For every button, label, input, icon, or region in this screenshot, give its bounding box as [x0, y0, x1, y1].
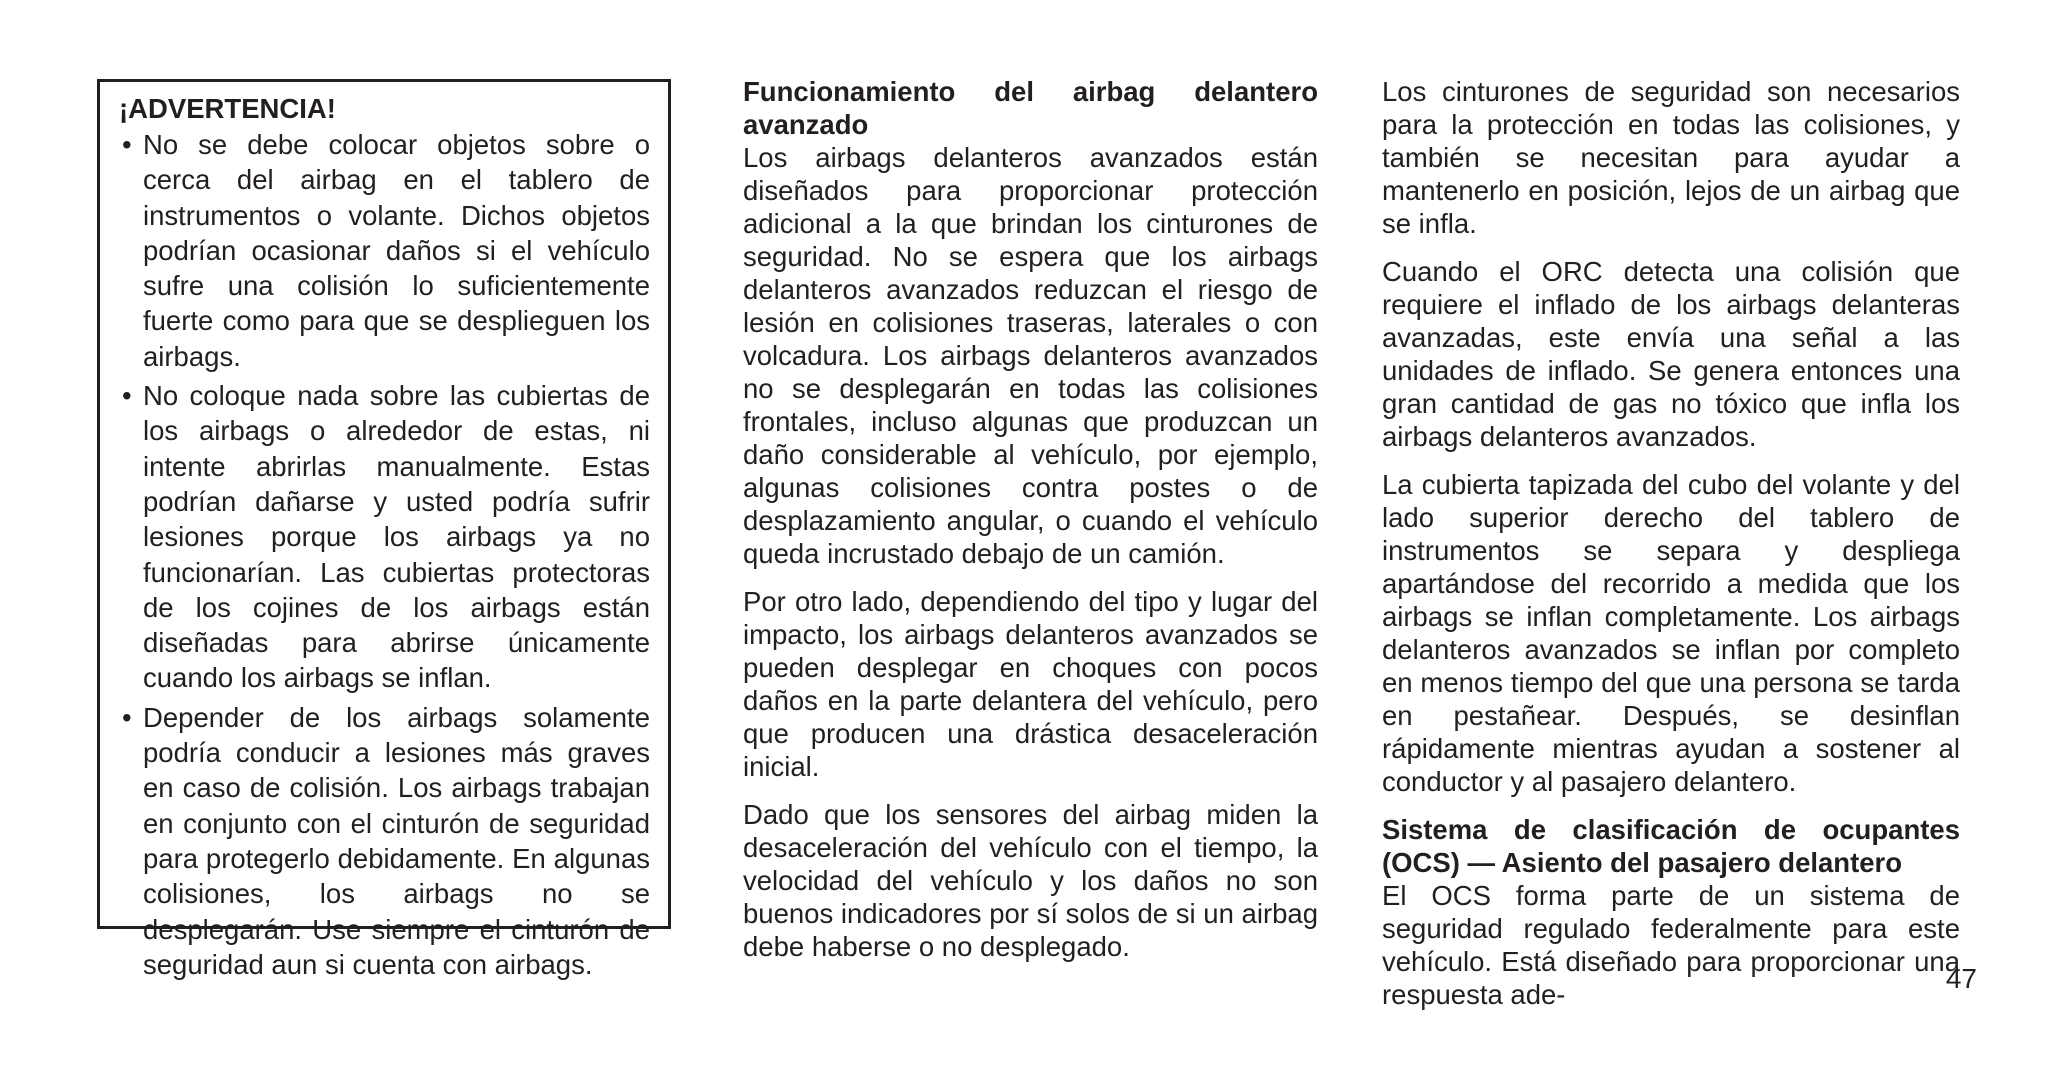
warning-title: ¡ADVERTENCIA!	[119, 93, 336, 124]
paragraph: Por otro lado, dependiendo del tipo y lugar del impacto, los airbags delanteros avanzados se pueden desplegar en choques con pocos daños en la parte delantera del vehículo, pero que producen una drástica desaceleración inicial.	[743, 586, 1318, 782]
page-number: 47	[1945, 963, 1977, 994]
paragraph: Dado que los sensores del airbag miden la desaceleración del vehículo con el tiempo, la velocidad del vehículo y los daños no son buenos indicadores por sí solos de si un airbag debe haberse o no desplegado.	[743, 799, 1318, 962]
middle-column	[743, 75, 1318, 963]
bullet-icon: •	[122, 380, 132, 412]
section-heading: Funcionamiento del airbag delantero avanzado	[743, 76, 1318, 140]
warning-box	[97, 79, 671, 980]
warning-item-text: Depender de los airbags solamente podría conducir a lesiones más graves en caso de colisión. Los airbags trabajan en conjunto con el cinturón de seguridad para protegerlo debidamente. En algunas colisiones, los airbags no se desplegarán. Use siempre el cinturón de seguridad aun si cuenta con airbags.	[143, 701, 650, 980]
warning-item-text: No se debe colocar objetos sobre o cerca del airbag en el tablero de instrumentos o volante. Dichos objetos podrían ocasionar daños si el vehículo sufre una colisión lo suficientemente fuerte como para que se desplieguen los airbags.	[143, 129, 650, 372]
warning-list	[120, 127, 650, 986]
section-heading: Sistema de clasificación de ocupantes (OCS) — Asiento del pasajero delantero	[1382, 814, 1960, 878]
warning-item	[120, 127, 650, 374]
bullet-icon: •	[122, 129, 132, 160]
paragraph: La cubierta tapizada del cubo del volante y del lado superior derecho del tablero de instrumentos se separa y despliega apartándose del recorrido a medida que los airbags se inflan completamente. Los airbags delanteros avanzados se inflan por completo en menos tiempo del que una persona se tarda en pestañear. Después, se desinflan rápidamente mientras ayudan a sostener al conductor y al pasajero delantero.	[1382, 469, 1960, 797]
warning-item	[120, 378, 650, 696]
warning-item	[120, 700, 650, 982]
right-column	[1382, 75, 1960, 1011]
warning-item-text: No coloque nada sobre las cubiertas de los airbags o alrededor de estas, ni intente abrirlas manualmente. Estas podrían dañarse y usted podría sufrir lesiones porque los airbags ya no funcionarían. Las cubiertas protectoras de los cojines de los airbags están diseñadas para abrirse únicamente cuando los airbags se inflan.	[143, 380, 650, 694]
paragraph: Los airbags delanteros avanzados están diseñados para proporcionar protección adicional a la que brindan los cinturones de seguridad. No se espera que los airbags delanteros avanzados reduzcan el riesgo de lesión en colisiones traseras, laterales o con volcadura. Los airbags delanteros avanzados no se desplegarán en todas las colisiones frontales, incluso algunas que produzcan un daño considerable al vehículo, por ejemplo, algunas colisiones contra postes o de desplazamiento angular, o cuando el vehículo queda incrustado debajo de un camión.	[743, 142, 1318, 569]
paragraph: El OCS forma parte de un sistema de seguridad regulado federalmente para este vehículo. Está diseñado para proporcionar una respuesta ade-	[1382, 880, 1960, 1010]
paragraph: Los cinturones de seguridad son necesarios para la protección en todas las colisiones, y también se necesitan para ayudar a mantenerlo en posición, lejos de un airbag que se infla.	[1382, 76, 1960, 239]
bullet-icon: •	[122, 701, 132, 733]
paragraph: Cuando el ORC detecta una colisión que requiere el inflado de los airbags delanteras avanzadas, este envía una señal a las unidades de inflado. Se genera entonces una gran cantidad de gas no tóxico que infla los airbags delanteros avanzados.	[1382, 256, 1960, 452]
